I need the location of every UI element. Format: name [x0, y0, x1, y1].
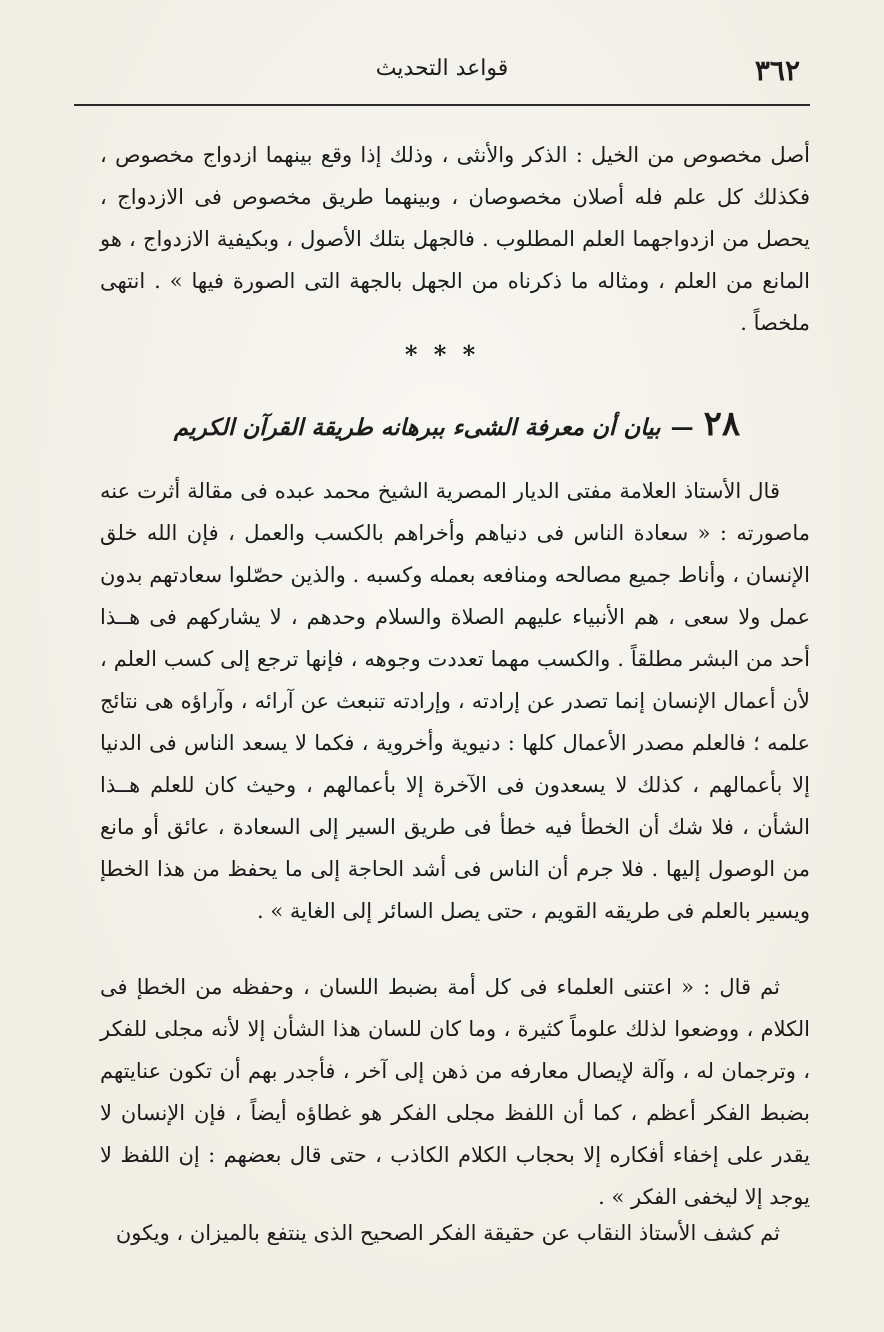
- paragraph-1: [100, 134, 810, 344]
- paragraph-2: [100, 470, 810, 932]
- section-separator: * * *: [404, 340, 480, 369]
- page-number: ٣٦٢: [754, 54, 800, 87]
- section-heading: [160, 404, 754, 444]
- paragraph-2-text: قال الأستاذ العلامة مفتى الديار المصرية الشيخ محمد عبده فى مقالة أثرت عنه ماصورته : « سعادة الناس فى دنياهم وأخراهم بالكسب والعمل ، فإن الله خلق الإنسان ، وأناط جميع مصالحه ومنافعه بعمله وكسبه . والذين حصّلوا سعادتهم بدون عمل ولا سعى ، هم الأنبياء عليهم الصلاة والسلام وحدهم ، لا يشاركهم فى هــذا أحد من البشر مطلقاً . والكسب مهما تعددت وجوهه ، فإنها ترجع إلى كسب العلم ، لأن أعمال الإنسان إنما تصدر عن إرادته ، وإرادته تنبعث عن آرائه ، وآراؤه هى نتائج علمه ؛ فالعلم مصدر الأعمال كلها : دنيوية وأخروية ، فكما لا يسعد الناس فى الدنيا إلا بأعمالهم ، كذلك لا يسعدون فى الآخرة إلا بأعمالهم ، وحيث كان للعلم هــذا الشأن ، فلا شك أن الخطأ فيه خطأ فى طريق السير إلى السعادة ، عائق أو مانع من الوصول إليها . فلا جرم أن الناس فى أشد الحاجة إلى ما يحفظ من هذا الخطإ ويسير بالعلم فى طريقه القويم ، حتى يصل السائر إلى الغاية » .: [100, 479, 810, 923]
- section-number: ٢٨: [703, 404, 741, 444]
- paragraph-4-text: ثم كشف الأستاذ النقاب عن حقيقة الفكر الصحيح الذى ينتفع بالميزان ، ويكون: [115, 1221, 780, 1245]
- section-title: بيان أن معرفة الشىء ببرهانه طريقة القرآن الكريم: [173, 414, 661, 441]
- paragraph-3: [100, 966, 810, 1218]
- paragraph-1-text: أصل مخصوص من الخيل : الذكر والأنثى ، وذلك إذا وقع بينهما ازدواج مخصوص ، فكذلك كل علم فله أصلان مخصوصان ، وبينهما طريق مخصوص فى الازدواج ، يحصل من ازدواجهما العلم المطلوب . فالجهل بتلك الأصول ، وبكيفية الازدواج ، هو المانع من العلم ، ومثاله ما ذكرناه من الجهل بالجهة التى الصورة فيها » . انتهى ملخصاً .: [100, 143, 811, 335]
- running-title: قواعد التحديث: [375, 56, 509, 81]
- paragraph-3-text: ثم قال : « اعتنى العلماء فى كل أمة بضبط اللسان ، وحفظه من الخطإ فى الكلام ، ووضعوا لذلك علوماً كثيرة ، وما كان للسان هذا الشأن إلا لأنه مجلى للفكر ، وترجمان له ، وآلة لإيصال معارفه من ذهن إلى آخر ، فأجدر بهم أن تكون عنايتهم بضبط الفكر أعظم ، كما أن اللفظ مجلى الفكر هو غطاؤه أيضاً ، فإن الإنسان لا يقدر على إخفاء أفكاره إلا بحجاب الكلام الكاذب ، حتى قال بعضهم : إن اللفظ لا يوجد إلا ليخفى الفكر » .: [100, 975, 810, 1209]
- paragraph-4: [100, 1212, 810, 1254]
- section-dash: —: [670, 414, 694, 441]
- header-rule: [74, 104, 810, 106]
- running-header: [78, 48, 806, 88]
